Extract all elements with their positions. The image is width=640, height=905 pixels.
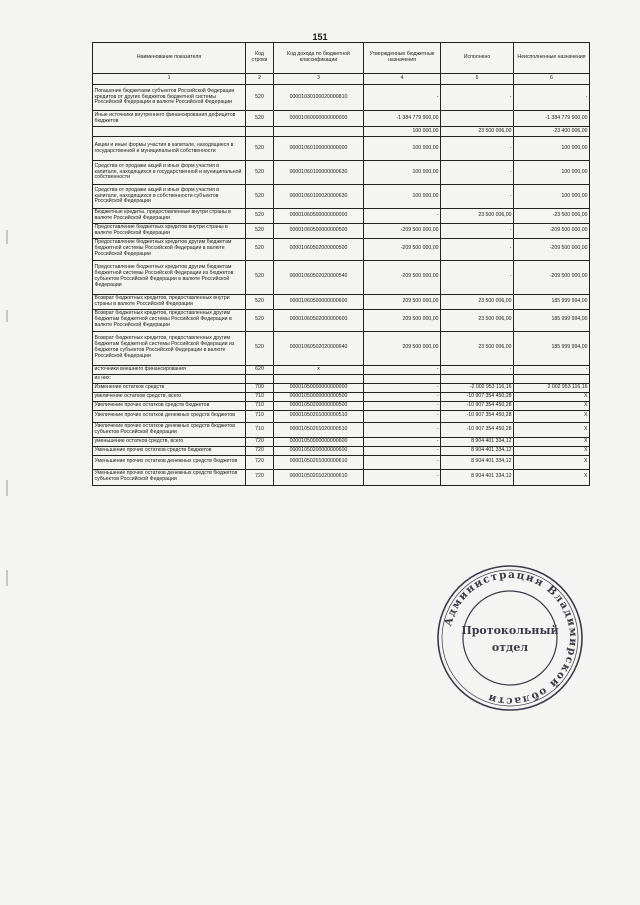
row-executed xyxy=(441,374,514,383)
row-unexecuted: 100 000,00 xyxy=(514,185,590,209)
row-unexecuted: X xyxy=(514,437,590,446)
row-name: Возврат бюджетных кредитов, предоставленных внутри страны в валюте Российской Федерации xyxy=(93,294,246,309)
row-budget-code: 00001050000000000500 xyxy=(274,392,364,401)
row-executed: -10 907 354 450,28 xyxy=(441,392,514,401)
row-unexecuted: X xyxy=(514,422,590,437)
row-budget-code: 00001050000000000000 xyxy=(274,383,364,392)
table-row xyxy=(93,137,590,161)
row-unexecuted: X xyxy=(514,446,590,455)
row-name: Бюджетные кредиты, предоставленные внутри страны в валюте Российской Федерации xyxy=(93,209,246,224)
row-budget-code: 00001060502020000540 xyxy=(274,260,364,294)
row-name: Средства от продажи акций и иных форм участия в капитале, находящихся в собственности субъектов Российской Федерации xyxy=(93,185,246,209)
row-line-code: 520 xyxy=(246,223,274,238)
table-row xyxy=(93,469,590,485)
row-line-code: 520 xyxy=(246,309,274,331)
row-approved: 209 500 000,00 xyxy=(364,331,441,365)
row-budget-code: x xyxy=(274,365,364,374)
row-name: Изменение остатков средств xyxy=(93,383,246,392)
row-unexecuted: 100 000,00 xyxy=(514,161,590,185)
table-row xyxy=(93,365,590,374)
row-line-code: 520 xyxy=(246,161,274,185)
table-row xyxy=(93,401,590,410)
table-row xyxy=(93,111,590,127)
row-name: Средства от продажи акций и иных форм участия в капитале, находящихся в государственной и муниципальной собственности xyxy=(93,161,246,185)
row-executed: - xyxy=(441,365,514,374)
row-line-code: 620 xyxy=(246,365,274,374)
row-unexecuted: -209 500 000,00 xyxy=(514,260,590,294)
row-approved: 100 000,00 xyxy=(364,137,441,161)
row-budget-code xyxy=(274,127,364,137)
budget-sources-table xyxy=(92,42,590,486)
row-line-code: 710 xyxy=(246,401,274,410)
col-num-3: 3 xyxy=(274,74,364,85)
row-line-code: 520 xyxy=(246,209,274,224)
row-approved: - xyxy=(364,469,441,485)
row-name: Предоставление бюджетных кредитов другим бюджетам бюджетной системы Российской Федерации в валюте Российской Федерации xyxy=(93,238,246,260)
table-row xyxy=(93,209,590,224)
row-line-code: 520 xyxy=(246,260,274,294)
row-name: уменьшение остатков средств, всего xyxy=(93,437,246,446)
row-executed: 8 904 401 334,12 xyxy=(441,446,514,455)
row-executed: -10 907 354 450,28 xyxy=(441,401,514,410)
row-unexecuted: X xyxy=(514,455,590,469)
table-row xyxy=(93,455,590,469)
row-approved: - xyxy=(364,85,441,111)
row-name: Предоставление бюджетных кредитов другим бюджетам бюджетной системы Российской Федерации из бюджетов субъектов Российской Федерации в валюте Российской Федерации xyxy=(93,260,246,294)
row-budget-code: 00001060100000000630 xyxy=(274,161,364,185)
row-executed: 8 904 401 334,12 xyxy=(441,455,514,469)
row-approved: 209 500 000,00 xyxy=(364,294,441,309)
row-unexecuted: 2 002 953 116,16 xyxy=(514,383,590,392)
row-unexecuted: X xyxy=(514,410,590,422)
row-approved: - xyxy=(364,410,441,422)
row-line-code: 520 xyxy=(246,331,274,365)
row-approved: - xyxy=(364,401,441,410)
row-unexecuted xyxy=(514,374,590,383)
table-body xyxy=(93,85,590,486)
row-name: Увеличение прочих остатков денежных средств бюджетов субъектов Российской Федерации xyxy=(93,422,246,437)
row-executed: 23 500 006,00 xyxy=(441,209,514,224)
row-name: Возврат бюджетных кредитов, предоставленных другим бюджетам бюджетной системы Российской Федерации в валюте Российской Федерации xyxy=(93,309,246,331)
row-approved xyxy=(364,374,441,383)
row-budget-code: 00001050201000000510 xyxy=(274,410,364,422)
row-executed: 8 904 401 334,12 xyxy=(441,437,514,446)
row-approved: - xyxy=(364,365,441,374)
row-approved: -209 500 000,00 xyxy=(364,238,441,260)
row-budget-code: 00001060000000000000 xyxy=(274,111,364,127)
row-line-code: 710 xyxy=(246,422,274,437)
row-approved: - xyxy=(364,392,441,401)
row-approved: 100 000,00 xyxy=(364,127,441,137)
row-executed: - xyxy=(441,185,514,209)
row-executed: -10 907 354 450,28 xyxy=(441,422,514,437)
col-header-approved: Утвержденные бюджетные назначения xyxy=(364,43,441,74)
row-budget-code: 00001060100020000630 xyxy=(274,185,364,209)
table-row xyxy=(93,260,590,294)
row-executed: - xyxy=(441,260,514,294)
col-header-executed: Исполнено xyxy=(441,43,514,74)
table-row xyxy=(93,437,590,446)
row-unexecuted: X xyxy=(514,392,590,401)
row-name: Предоставление бюджетных кредитов внутри страны в валюте Российской Федерации xyxy=(93,223,246,238)
col-num-1: 1 xyxy=(93,74,246,85)
table-row xyxy=(93,309,590,331)
row-budget-code: 00001050200000000600 xyxy=(274,446,364,455)
col-num-2: 2 xyxy=(246,74,274,85)
row-line-code: 710 xyxy=(246,392,274,401)
row-line-code: 720 xyxy=(246,446,274,455)
page-number: 151 xyxy=(312,32,328,42)
row-budget-code: 00001050200000000500 xyxy=(274,401,364,410)
row-name: Возврат бюджетных кредитов, предоставленных другим бюджетам бюджетной системы Российской Федерации из бюджетов субъектов Российской Федерации в валюте Российской Федерации xyxy=(93,331,246,365)
row-unexecuted: 100 000,00 xyxy=(514,137,590,161)
table-row xyxy=(93,238,590,260)
row-unexecuted: - xyxy=(514,85,590,111)
row-line-code: 720 xyxy=(246,455,274,469)
row-line-code: 520 xyxy=(246,85,274,111)
row-budget-code: 00001050201000000610 xyxy=(274,455,364,469)
row-approved: - xyxy=(364,383,441,392)
stamp-inner-line1: Протокольный xyxy=(461,624,559,637)
row-unexecuted: -23 500 006,00 xyxy=(514,209,590,224)
table-row xyxy=(93,392,590,401)
row-name xyxy=(93,127,246,137)
row-approved: - xyxy=(364,455,441,469)
row-executed: - xyxy=(441,161,514,185)
row-unexecuted: 185 999 994,00 xyxy=(514,331,590,365)
row-budget-code: 00001060500000000500 xyxy=(274,223,364,238)
binding-margin-marks xyxy=(5,230,9,610)
row-budget-code: 00001030100020000810 xyxy=(274,85,364,111)
row-line-code: 720 xyxy=(246,469,274,485)
row-approved: 209 500 000,00 xyxy=(364,309,441,331)
row-approved: -209 500 000,00 xyxy=(364,223,441,238)
row-unexecuted: 185 999 994,00 xyxy=(514,309,590,331)
row-unexecuted: -209 500 000,00 xyxy=(514,223,590,238)
row-line-code: 520 xyxy=(246,294,274,309)
row-name: Уменьшение прочих остатков денежных средств бюджетов субъектов Российской Федерации xyxy=(93,469,246,485)
row-unexecuted: -23 400 006,00 xyxy=(514,127,590,137)
col-header-code: Код дохода по бюджетной классификации xyxy=(274,43,364,74)
row-line-code: 520 xyxy=(246,238,274,260)
table-row xyxy=(93,294,590,309)
table-row xyxy=(93,331,590,365)
row-executed: 8 904 401 334,12 xyxy=(441,469,514,485)
row-name: Акции и иные формы участия в капитале, находящиеся в государственной и муниципальной собственности xyxy=(93,137,246,161)
stamp-inner-line2: отдел xyxy=(491,641,529,654)
row-executed: 23 500 006,00 xyxy=(441,309,514,331)
row-approved: - xyxy=(364,209,441,224)
row-name: Увеличение прочих остатков средств бюджетов xyxy=(93,401,246,410)
row-executed: -10 907 354 450,28 xyxy=(441,410,514,422)
col-header-line: Код строки xyxy=(246,43,274,74)
row-budget-code: 00001060500000000600 xyxy=(274,294,364,309)
row-unexecuted: 185 999 994,00 xyxy=(514,294,590,309)
row-unexecuted: X xyxy=(514,469,590,485)
row-budget-code: 00001050000000000600 xyxy=(274,437,364,446)
row-budget-code: 00001060502000000600 xyxy=(274,309,364,331)
row-approved: - xyxy=(364,437,441,446)
row-approved: - xyxy=(364,422,441,437)
row-unexecuted: -209 500 000,00 xyxy=(514,238,590,260)
row-executed: 23 500 006,00 xyxy=(441,331,514,365)
row-budget-code: 00001050201020000510 xyxy=(274,422,364,437)
row-executed xyxy=(441,111,514,127)
stamp-outer-ring xyxy=(438,566,582,710)
row-executed: 23 500 006,00 xyxy=(441,294,514,309)
row-unexecuted: - xyxy=(514,365,590,374)
row-executed: - xyxy=(441,238,514,260)
table-row xyxy=(93,422,590,437)
table-row xyxy=(93,127,590,137)
row-unexecuted: -1 384 779 900,00 xyxy=(514,111,590,127)
col-num-5: 5 xyxy=(441,74,514,85)
row-executed: 23 500 006,00 xyxy=(441,127,514,137)
col-num-4: 4 xyxy=(364,74,441,85)
row-executed: - xyxy=(441,223,514,238)
table-row xyxy=(93,446,590,455)
row-line-code: 710 xyxy=(246,410,274,422)
stamp-outer-text: Администрация Владимирской области xyxy=(442,568,580,708)
table-row xyxy=(93,185,590,209)
col-header-unexecuted: Неисполненные назначения xyxy=(514,43,590,74)
table-row xyxy=(93,383,590,392)
row-line-code: 520 xyxy=(246,185,274,209)
row-line-code: 520 xyxy=(246,137,274,161)
row-line-code: 520 xyxy=(246,111,274,127)
row-budget-code: 00001050201020000610 xyxy=(274,469,364,485)
row-line-code: 720 xyxy=(246,437,274,446)
row-name: источники внешнего финансирования xyxy=(93,365,246,374)
row-approved: 100 000,00 xyxy=(364,161,441,185)
row-approved: - xyxy=(364,446,441,455)
row-executed: - xyxy=(441,85,514,111)
row-budget-code: 00001060100000000000 xyxy=(274,137,364,161)
table-row xyxy=(93,85,590,111)
table-row xyxy=(93,410,590,422)
row-approved: -209 500 000,00 xyxy=(364,260,441,294)
row-executed: -2 002 953 116,16 xyxy=(441,383,514,392)
row-unexecuted: X xyxy=(514,401,590,410)
row-name: Увеличение прочих остатков денежных средств бюджетов xyxy=(93,410,246,422)
protocol-department-stamp xyxy=(435,563,585,713)
row-approved: -1 384 779 900,00 xyxy=(364,111,441,127)
stamp-inner-ring xyxy=(463,591,557,685)
row-name: Уменьшение прочих остатков средств бюджетов xyxy=(93,446,246,455)
col-num-6: 6 xyxy=(514,74,590,85)
row-executed: - xyxy=(441,137,514,161)
table-row xyxy=(93,374,590,383)
row-approved: 100 000,00 xyxy=(364,185,441,209)
row-line-code xyxy=(246,374,274,383)
row-budget-code xyxy=(274,374,364,383)
table-header-row xyxy=(93,43,590,74)
row-name: Иные источники внутреннего финансирования дефицитов бюджетов xyxy=(93,111,246,127)
row-name: Погашение бюджетами субъектов Российской Федерации кредитов от других бюджетов бюджетной системы Российской Федерации в валюте Российской Федерации xyxy=(93,85,246,111)
row-line-code xyxy=(246,127,274,137)
row-name: из них: xyxy=(93,374,246,383)
table-row xyxy=(93,223,590,238)
row-name: Уменьшение прочих остатков денежных средств бюджетов xyxy=(93,455,246,469)
row-name: увеличение остатков средств, всего xyxy=(93,392,246,401)
row-budget-code: 00001060500000000000 xyxy=(274,209,364,224)
row-budget-code: 00001060502000000500 xyxy=(274,238,364,260)
col-header-name: Наименование показателя xyxy=(93,43,246,74)
row-line-code: 700 xyxy=(246,383,274,392)
column-number-row xyxy=(93,74,590,85)
row-budget-code: 00001060502020000640 xyxy=(274,331,364,365)
table-row xyxy=(93,161,590,185)
